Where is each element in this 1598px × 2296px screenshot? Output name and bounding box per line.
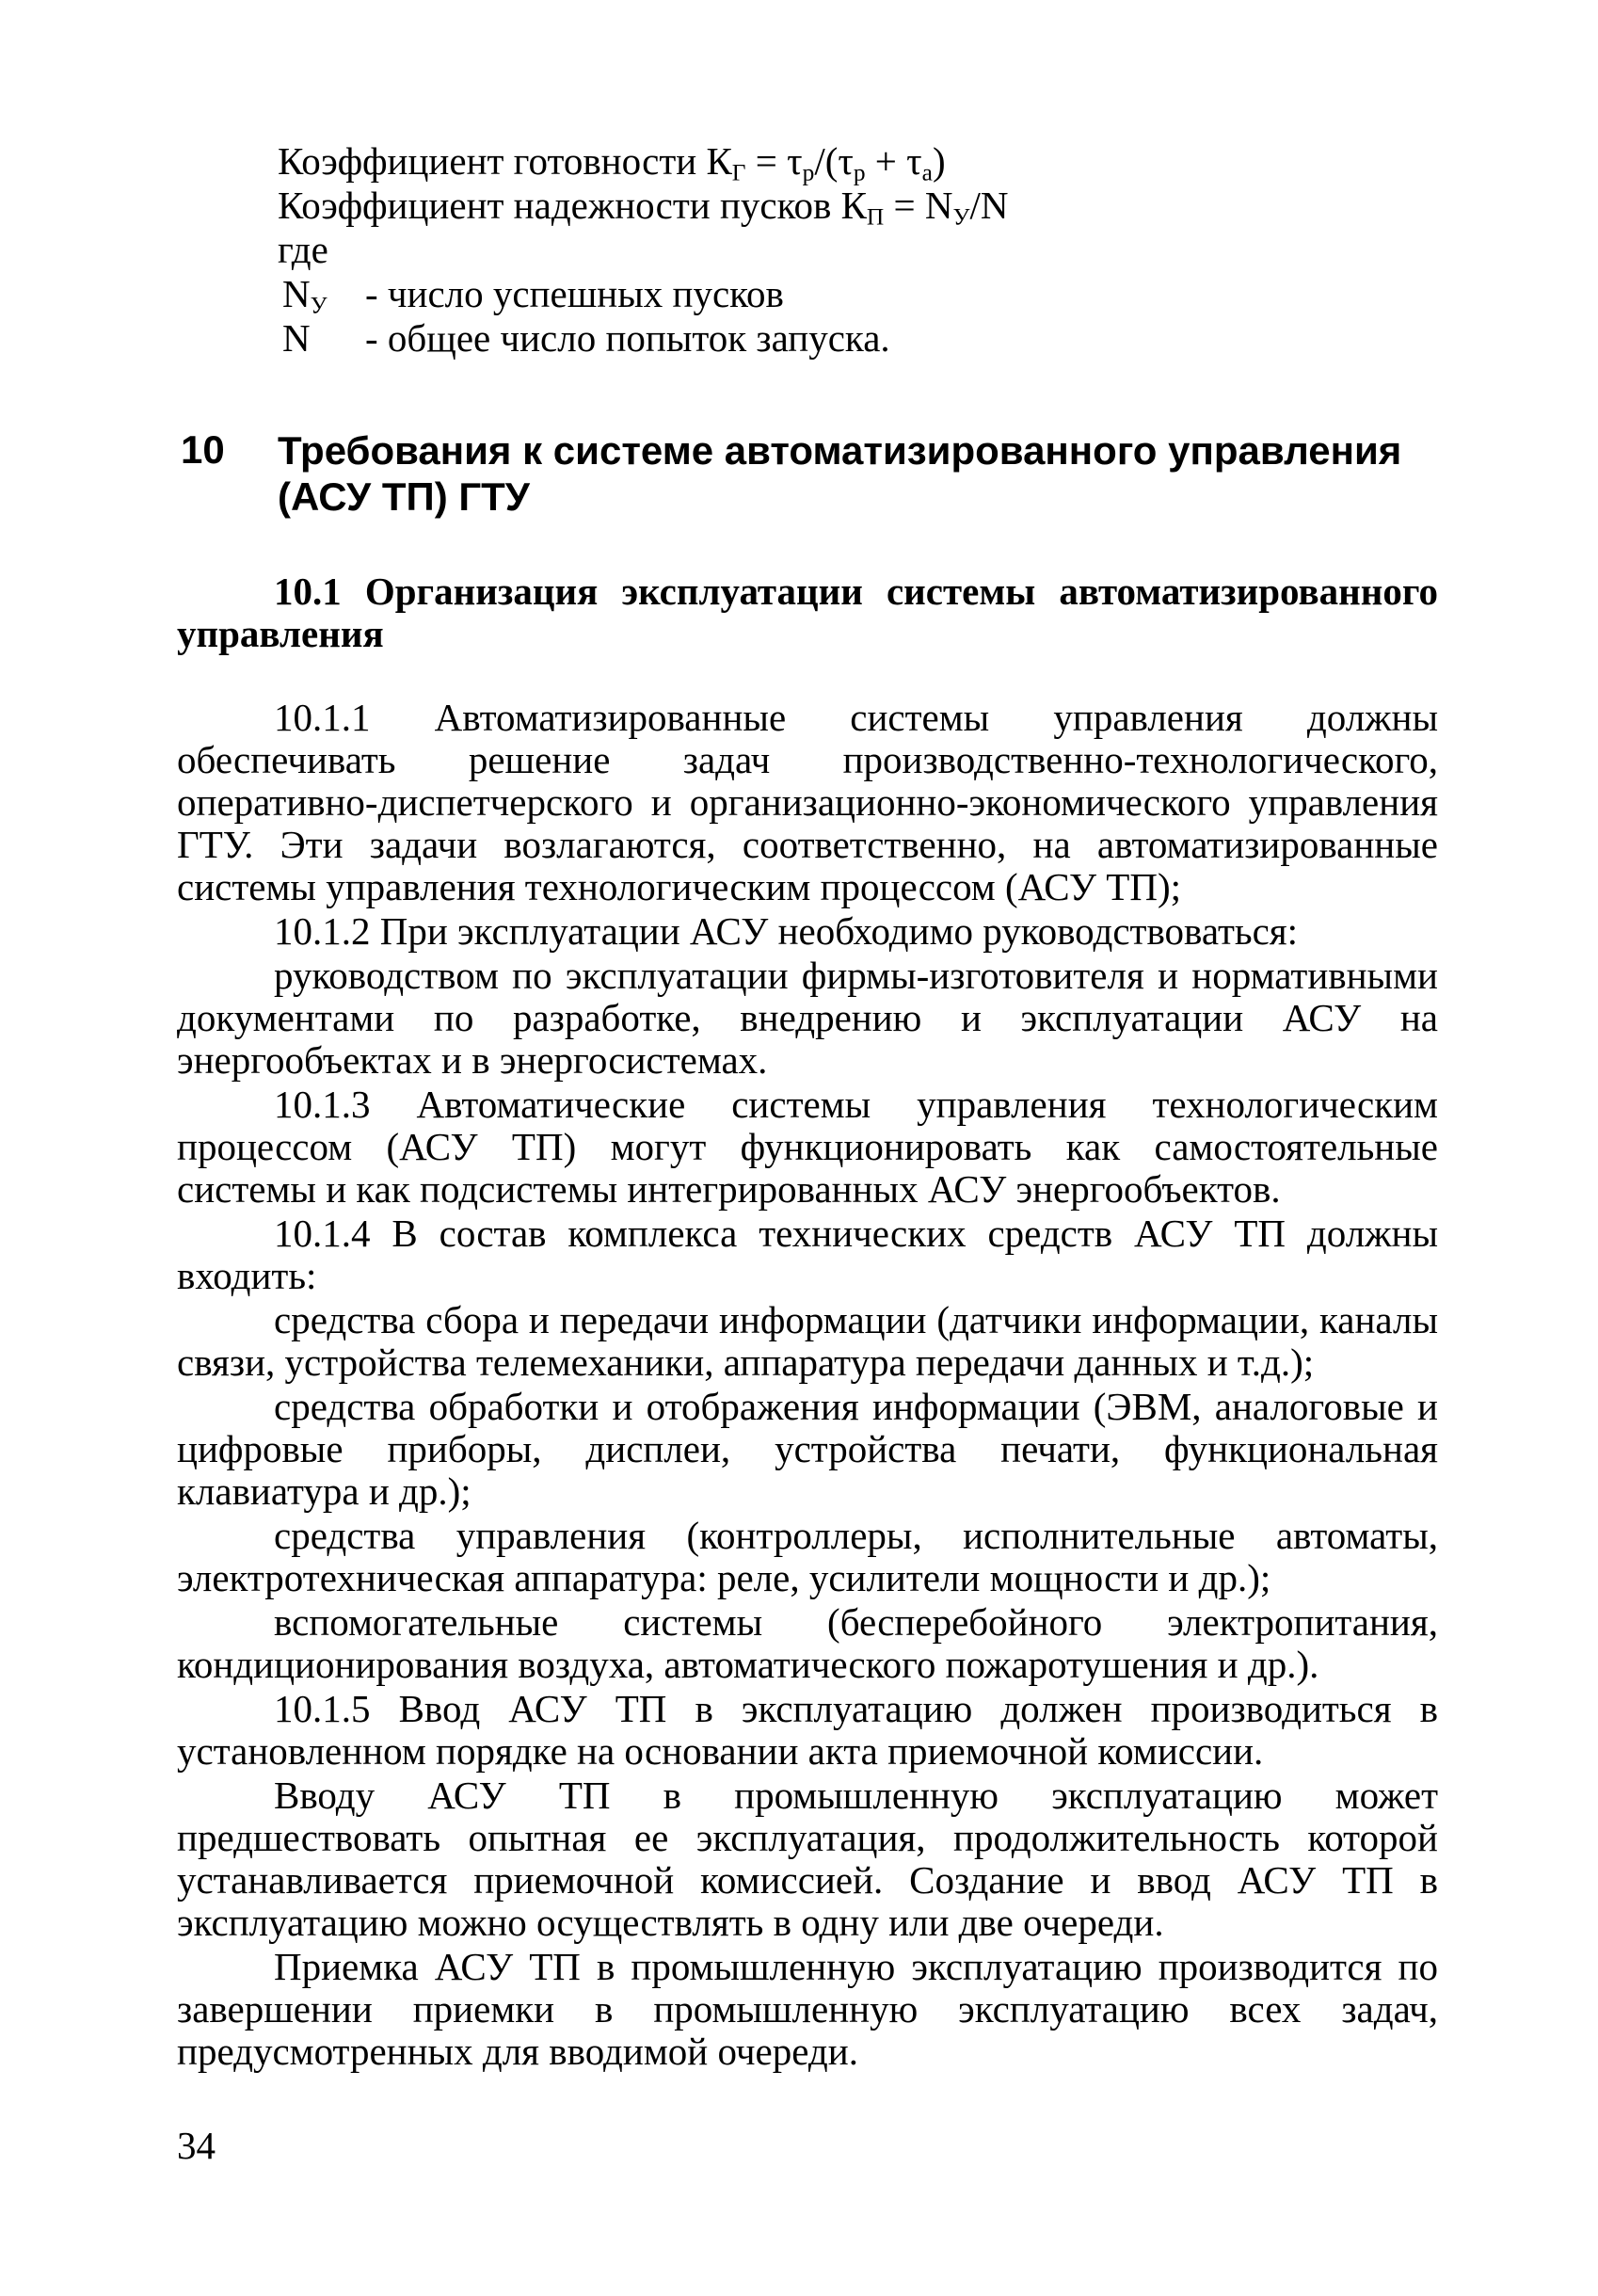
page-number: 34 (177, 2124, 216, 2167)
formula-text: = N (884, 184, 953, 227)
paragraph: средства обработки и отображения информации (ЭВМ, аналоговые и цифровые приборы, дисплеи, устройства печати, функциональная клавиатура и др.); (177, 1385, 1438, 1513)
definition-symbol (282, 272, 328, 319)
formula-text: /(τ (814, 139, 854, 183)
formula-text: Коэффициент надежности пусков К (278, 184, 867, 227)
formula-text: = τ (745, 139, 803, 183)
formula-text: + τ (865, 139, 922, 183)
subsection-title: 10.1 Организация эксплуатации системы автоматизированного управления (177, 570, 1438, 655)
formula-subscript: a (921, 159, 933, 186)
paragraph: 10.1.3 Автоматические системы управления технологическим процессом (АСУ ТП) могут функционировать как самостоятельные системы и как подсистемы интегрированных АСУ энергообъектов. (177, 1083, 1438, 1211)
paragraph: средства сбора и передачи информации (датчики информации, каналы связи, устройства телемеханики, аппаратура передачи данных и т.д.); (177, 1298, 1438, 1384)
reliability-formula (278, 184, 1009, 231)
paragraph: 10.1.4 В состав комплекса технических средств АСУ ТП должны входить: (177, 1212, 1438, 1297)
symbol-letter: N (282, 272, 311, 315)
paragraph: 10.1.5 Ввод АСУ ТП в эксплуатацию должен производиться в установленном порядке на основании акта приемочной комиссии. (177, 1687, 1438, 1773)
formula-subscript: У (952, 203, 970, 231)
paragraph: средства управления (контроллеры, исполнительные автоматы, электротехническая аппаратура: реле, усилители мощности и др.); (177, 1514, 1438, 1599)
formula-subscript: p (853, 159, 866, 186)
paragraph: 10.1.1 Автоматизированные системы управления должны обеспечивать решение задач производственно-технологического, оперативно-диспетчерского и организационно-экономического управления ГТУ. Эти задачи возлагаются, соответственно, на автоматизированные системы управления технологическим процессом (АСУ ТП); (177, 696, 1438, 908)
formula-subscript: p (802, 159, 815, 186)
section-number: 10 (181, 427, 225, 472)
paragraph: вспомогательные системы (бесперебойного электропитания, кондиционирования воздуха, автоматического пожаротушения и др.). (177, 1600, 1438, 1686)
definition-text: - число успешных пусков (365, 272, 784, 315)
availability-formula (278, 139, 946, 184)
symbol-letter: N (282, 316, 311, 360)
body-text (177, 697, 1438, 2073)
section-title: Требования к системе автоматизированного управления (АСУ ТП) ГТУ (278, 428, 1402, 519)
where-label: где (278, 228, 328, 271)
paragraph: руководством по эксплуатации фирмы-изготовителя и нормативными документами по разработке, внедрению и эксплуатации АСУ на энергообъектах и в энергосистемах. (177, 954, 1438, 1082)
paragraph: 10.1.2 При эксплуатации АСУ необходимо руководствоваться: (274, 909, 1299, 953)
formula-subscript: Г (731, 159, 746, 186)
paragraph: Вводу АСУ ТП в промышленную эксплуатацию может предшествовать опытная ее эксплуатация, продолжительность которой устанавливается приемочной комиссией. Создание и ввод АСУ ТП в эксплуатацию можно осуществлять в одну или две очереди. (177, 1774, 1438, 1944)
formula-text: ) (932, 139, 946, 183)
definition-symbol (282, 316, 311, 361)
formula-text: Коэффициент готовности К (278, 139, 732, 183)
definition-text: - общее число попыток запуска. (365, 316, 890, 360)
formula-text: /N (969, 184, 1009, 227)
symbol-subscript: У (310, 292, 328, 319)
paragraph: Приемка АСУ ТП в промышленную эксплуатацию производится по завершении приемки в промышленную эксплуатацию всех задач, предусмотренных для вводимой очереди. (177, 1945, 1438, 2073)
formula-subscript: П (866, 203, 885, 231)
